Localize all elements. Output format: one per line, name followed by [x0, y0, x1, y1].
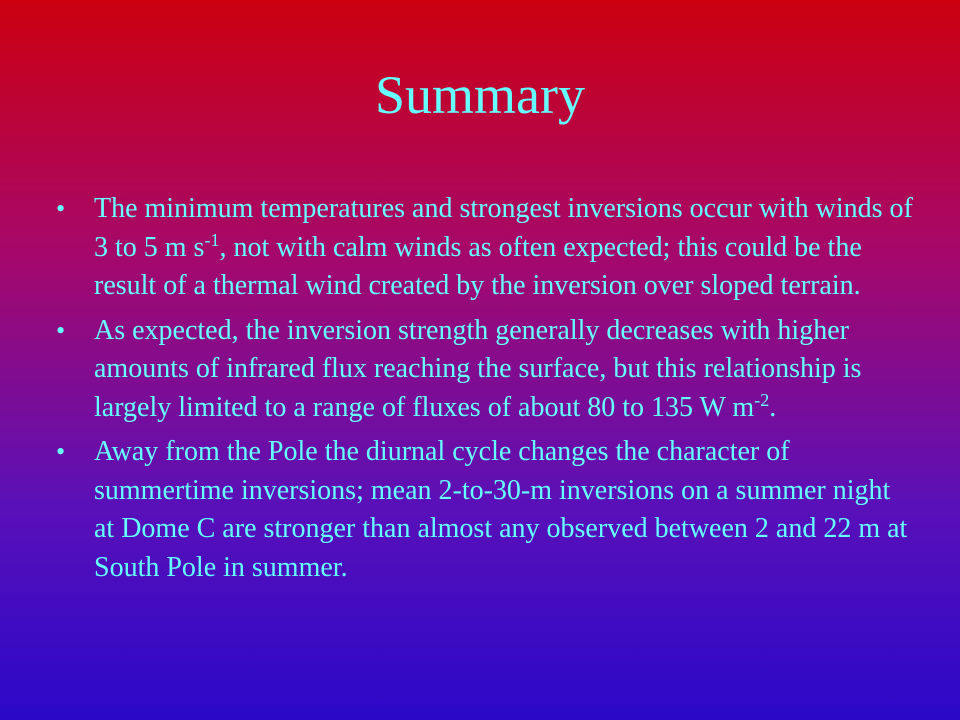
- bullet-text: [94, 315, 861, 423]
- bullet-dot-icon: •: [56, 194, 66, 223]
- bullet-item: [56, 312, 916, 428]
- bullet-list: [56, 190, 916, 593]
- bullet-item: [56, 190, 916, 306]
- bullet-text: [94, 436, 907, 583]
- bullet-text: [94, 193, 913, 301]
- bullet-text-segment: .: [769, 391, 777, 423]
- slide-title: Summary: [375, 65, 585, 125]
- bullet-text-segment: As expected, the inversion strength generally decreases with higher amounts of infrared flux reaching the surface, but this relationship is largely limited to a range of fluxes of about 80 to 135 W m: [94, 314, 862, 423]
- bullet-item: [56, 433, 916, 587]
- unit-exponent: -2: [754, 389, 770, 410]
- unit-exponent: -1: [204, 229, 220, 250]
- bullet-dot-icon: •: [56, 315, 66, 345]
- bullet-dot-icon: •: [56, 437, 66, 466]
- bullet-text-segment: Away from the Pole the diurnal cycle changes the character of summertime inversions; mean 2-to-30-m inversions on a summer night at Dome C are stronger than almost any observed between 2 and 22 m at South Pole in summer.: [94, 436, 908, 583]
- bullet-text-segment: The minimum temperatures and strongest inversions occur with winds of 3 to 5 m s: [94, 193, 913, 263]
- bullet-text-segment: , not with calm winds as often expected; this could be the result of a thermal wind created by the inversion over sloped terrain.: [94, 231, 862, 301]
